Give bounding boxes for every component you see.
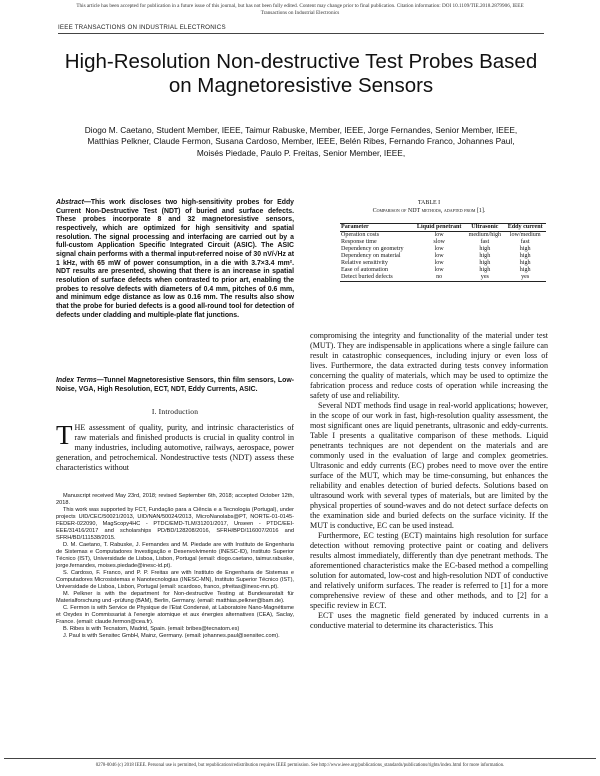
table-header: Ultrasonic xyxy=(465,224,504,232)
table-cell: low xyxy=(434,260,444,266)
table-row xyxy=(340,274,546,282)
table-cell: high xyxy=(479,246,491,252)
banner-line-2: Transactions on Industrial Electronics xyxy=(260,9,340,16)
intro-text: HE assessment of quality, purity, and intrinsic characteristics of raw materials and finished products is crucial in quality control in many industries, including automotive, railways, aerospace, power generation, and petrochemical. Nondestructive tests (NDT) assess these characteristics without xyxy=(56,423,294,472)
abstract xyxy=(56,199,294,320)
footnote: D. M. Caetano, T. Rabuske, J. Fernandes and M. Piedade are with Instituto de Engenharia de Sistemas e Computadores Investigação e Desenvolvimento (INESC-ID), Instituto Superior Técnico (IST), Universidade de Lisboa, Lisbon, Portugal (email: diogo.caetano, taimur.rabuske, jorge.fernandes, moises.piedade@inesc-id.pt). xyxy=(56,541,294,569)
table-cell: Dependency on geometry xyxy=(341,246,404,252)
table-cell: low xyxy=(434,253,444,259)
intro-paragraph xyxy=(56,420,294,473)
index-terms-text: —Tunnel Magnetoresistive Sensors, thin film sensors, Low-Noise, VGA, High Resolution, ECT, NDT, Eddy Currents, ASIC. xyxy=(56,377,294,393)
paper-title: High-Resolution Non-destructive Test Probes Based on Magnetoresistive Sensors xyxy=(64,50,538,97)
comparison-table xyxy=(340,223,546,282)
right-column-body xyxy=(310,331,548,631)
table-row xyxy=(340,260,546,267)
table-cell: slow xyxy=(433,239,445,245)
body-paragraph: ECT uses the magnetic field generated by induced currents in a conductive material to determine its characteristics. This xyxy=(310,611,548,630)
index-terms xyxy=(56,377,294,394)
footnote: B. Ribes is with Tecnatom, Madrid, Spain. (email: bribes@tecnatom.es) xyxy=(63,626,240,632)
table-row xyxy=(340,239,546,246)
table-cell: high xyxy=(519,246,531,252)
footnote: Manuscript received May 23rd, 2018; revised September 6th, 2018; accepted October 12th, 2018. xyxy=(56,493,294,506)
table-row xyxy=(340,253,546,260)
table-cell: high xyxy=(519,260,531,266)
index-terms-label: Index Terms xyxy=(56,377,97,384)
table-cell: no xyxy=(413,274,466,282)
footnote: M. Pelkner is with the department for Non-destructive Testing at Bundesanstalt für Materialforschung und -prüfung (BAM), Berlin, Germany. (email: matthias.pelkner@bam.de). xyxy=(56,590,294,604)
footnotes xyxy=(56,493,294,640)
footnote: J. Paul is with Sensitec GmbH, Mainz, Germany. (email: johannes.paul@sensitec.com). xyxy=(63,633,280,640)
abstract-text: —This work discloses two high-sensitivity probes for Eddy Current Non-Destructive Test (NDT) of buried and surface defects. These probes incorporate 8 and 32 magnetoresistive sensors, respectively, which are optimized for high sensitivity and spatial resolution. The signal processing and interfacing are carried out by a full-custom Application Specific Integrated Circuit (ASIC). The ASIC signal chain performs with a thermal input-referred noise of 30 nV/√Hz at 1 kHz, with 65 mW of power consumption, in a die with 3.7×3.4 mm². NDT results are presented, showing that there is an increase in spatial resolution of surface defects when contrasted to prior art, enabling the probes to resolve defects with diameters of 0.4 mm, pitches of 0.6 mm, and minimum edge distance as low as 0.16 mm. The results also show that the probe for buried defects is a good all-round tool for detection of defects under cladding and multiple-plate flat junctions. xyxy=(56,199,294,319)
table-cell: Dependency on material xyxy=(341,253,401,259)
table-cell: fast xyxy=(520,239,530,245)
footnote: This work was supported by FCT, Fundação para a Ciência e a Tecnologia (Portugal), under projects UID/CEC/50021/2013, UID/NAN/50024/2013, MicroNanolabs@PT, NORTE-01-0145-FEDER-022090, MagScopy4HC - PTDC/EMD-TLM/31201/2017, Unseen - PTDC/EEI-EEE/31416/2017 and scholarships PD/BD/128208/2016, SFRH/BPD/116007/2016 and SFRH/BD/111538/2015. xyxy=(56,507,294,541)
table-cell: low xyxy=(434,246,444,252)
table-cell: low/medium xyxy=(509,232,541,238)
body-paragraph: Several NDT methods find usage in real-world applications; however, in the scope of our work in fast, high-resolution quality assessment, the most significant ones are liquid penetrants, ultrasonic and eddy-currents. Table I presents a qualitative comparison of these methods. Liquid penetrants techniques are not dependent on the materials and are commonly used in the evaluation of large and complex geometries. Ultrasonic and eddy currents (EC) probes need to move over the entire surface of the MUT, which may be time-consuming, but enhances the reliability and enables detection of buried defects. Solutions based on ultrasound work with several types of materials, but are limited by the physical properties of sound-waves and do not detect surface defects on the examination side and buried defects on the surface vicinity. If the MUT is conductive, EC can be used instead. xyxy=(310,401,548,530)
table-row xyxy=(340,232,546,240)
body-paragraph: compromising the integrity and functionality of the material under test (MUT). They are indispensable in applications where a single failure can result in catastrophic consequences, including injury or even loss of lives. Furthermore, the data extracted during tests convey information concerning the quality of materials, which may be used to optimize the fabrication process and reduce costs of operation while increasing the safety of use and reliability. xyxy=(310,331,548,400)
table-cell: high xyxy=(519,253,531,259)
table-cell: yes xyxy=(465,274,504,282)
table-cell: Operation costs xyxy=(341,232,380,238)
table-cell: low xyxy=(434,232,444,238)
table-header: Parameter xyxy=(340,224,413,232)
table-cell: Ease of automation xyxy=(341,267,389,273)
table-cell: Detect buried defects xyxy=(340,274,413,282)
footnote: S. Cardoso, F. Franco, and P. P. Freitas are with Instituto de Engenharia de Sistemas e Computadores Microsistemas e Nanotecnologias (INESC-MN), Instituto Superior Técnico (IST), Universidade de Lisboa, Lisbon, Portugal (email: scardoso, franco, pfreitas@inesc-mn.pt). xyxy=(56,569,294,590)
body-paragraph: Furthermore, EC testing (ECT) maintains high resolution for surface detection without removing protective paint or coating and delivers results almost immediately, differently than dye penetrant methods. The aforementioned characteristics make the EC-based method a compelling solution for automated, low-cost and high-resolution NDT of conductive and relatively uniform surfaces. The reader is referred to [1] for a more comprehensive review of these and other methods, and to [2] for a specific review in ECT. xyxy=(310,531,548,610)
table-cell: high xyxy=(519,267,531,273)
table-caption: Comparison of NDT methods, adapted from [1]. xyxy=(372,208,486,214)
table-cell: low xyxy=(434,267,444,273)
table-cell: high xyxy=(479,253,491,259)
table-cell: fast xyxy=(480,239,490,245)
table-row xyxy=(340,267,546,274)
footer-rule xyxy=(4,758,596,759)
preprint-banner xyxy=(4,3,596,16)
table-header: Eddy current xyxy=(504,224,546,232)
journal-header: IEEE TRANSACTIONS ON INDUSTRIAL ELECTRONICS xyxy=(58,24,226,31)
section-heading: I. Introduction xyxy=(151,407,199,416)
dropcap: T xyxy=(56,420,73,450)
table-cell: Response time xyxy=(341,239,377,245)
table-cell: yes xyxy=(504,274,546,282)
table-label: TABLE I xyxy=(417,200,441,206)
copyright-footer: 0278-0046 (c) 2018 IEEE. Personal use is permitted, but republication/redistribution requires IEEE permission. See http://www.ieee.org/publications_standards/publications/rights/index.html for more information. xyxy=(95,763,505,768)
header-rule xyxy=(58,33,544,34)
table-cell: high xyxy=(479,260,491,266)
table-cell: Relative sensitivity xyxy=(341,260,388,266)
banner-line-1: This article has been accepted for publication in a future issue of this journal, but has not been fully edited. Content may change prior to final publication. Citation information: DOI 10.1109/TIE.2018.2879906, IEEE xyxy=(76,3,524,9)
table-row xyxy=(340,246,546,253)
abstract-label: Abstract xyxy=(56,199,84,206)
author-list: Diogo M. Caetano, Student Member, IEEE, Taimur Rabuske, Member, IEEE, Jorge Fernandes, Senior Member, IEEE, Matthias Pelkner, Claude Fermon, Susana Cardoso, Member, IEEE, Belén Ribes, Fernando Franco, Johannes Paul, Moisés Piedade, Paulo P. Freitas, Senior Member, IEEE, xyxy=(84,125,518,158)
table-caption-block xyxy=(310,199,548,215)
table-cell: medium/high xyxy=(468,232,502,238)
table-header: Liquid penetrant xyxy=(413,224,466,232)
table-cell: high xyxy=(479,267,491,273)
footnote: C. Fermon is with Service de Physique de l'Etat Condensé, at Laboratoire Nano-Magnétisme et Oxydes in Commissariat à l'energie atomique et aux énergies alternatives (CEA), Saclay, France. (email: claude.fermon@cea.fr). xyxy=(56,604,294,625)
